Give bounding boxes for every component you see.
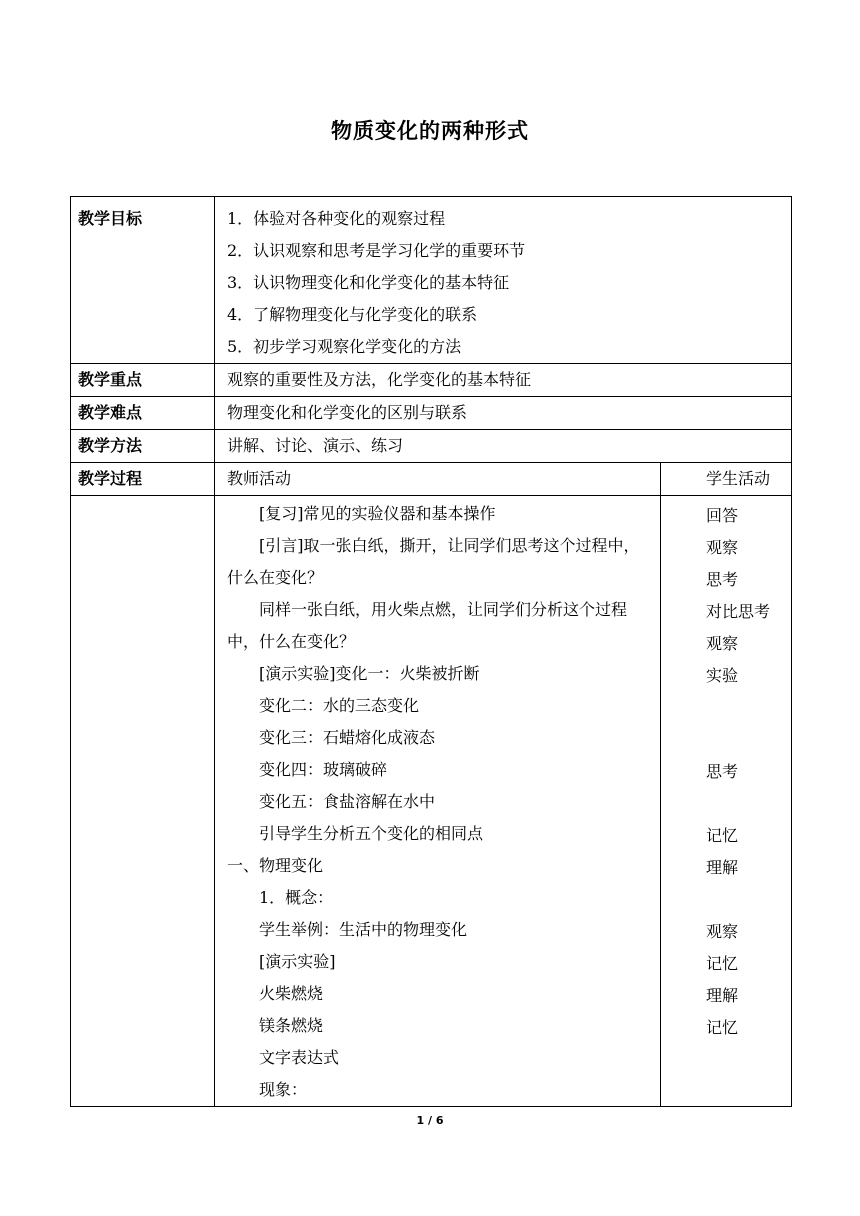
objective-item: 2．认识观察和思考是学习化学的重要环节 (227, 241, 526, 260)
student-line: 观察 (706, 634, 739, 653)
teacher-line: 一、物理变化 (227, 856, 324, 875)
process-label: 教学过程 (71, 463, 215, 496)
objectives-label: 教学目标 (71, 197, 215, 364)
student-activity-header: 学生活动 (661, 463, 792, 496)
teacher-line: 文字表达式 (259, 1048, 340, 1067)
teacher-line: 现象： (259, 1080, 308, 1099)
student-line: 理解 (706, 986, 739, 1005)
key-points-row (71, 364, 792, 397)
teacher-line: [演示实验]变化一：火柴被折断 (259, 664, 480, 683)
student-line: 实验 (706, 666, 739, 685)
lesson-plan-table (70, 196, 792, 1107)
teacher-line: [引言]取一张白纸，撕开，让同学们思考这个过程中， (259, 536, 640, 555)
teacher-line: 引导学生分析五个变化的相同点 (259, 824, 484, 843)
student-line (706, 884, 791, 916)
student-activity-cell (661, 496, 792, 1107)
methods-value: 讲解、讨论、演示、练习 (215, 430, 792, 463)
teacher-line: 同样一张白纸，用火柴点燃，让同学们分析这个过程 (259, 600, 628, 619)
document-title: 物质变化的两种形式 (331, 119, 529, 143)
student-line (706, 788, 791, 820)
student-line: 记忆 (706, 954, 739, 973)
process-label-empty (71, 496, 215, 1107)
student-line: 观察 (706, 538, 739, 557)
student-line: 思考 (706, 570, 739, 589)
teacher-line: 镁条燃烧 (259, 1016, 324, 1035)
teacher-line: 1．概念： (259, 888, 334, 907)
objective-item: 1．体验对各种变化的观察过程 (227, 209, 446, 228)
objectives-content (215, 197, 792, 364)
student-line: 理解 (706, 858, 739, 877)
objective-item: 4．了解物理变化与化学变化的联系 (227, 305, 478, 324)
student-line (706, 724, 791, 756)
student-line: 回答 (706, 506, 739, 525)
methods-label: 教学方法 (71, 430, 215, 463)
objective-item: 5．初步学习观察化学变化的方法 (227, 337, 462, 356)
teacher-line: 变化五：食盐溶解在水中 (259, 792, 436, 811)
teacher-line: 中，什么在变化？ (227, 632, 356, 651)
difficulties-label: 教学难点 (71, 397, 215, 430)
difficulties-row (71, 397, 792, 430)
teacher-line: 什么在变化？ (227, 568, 324, 587)
methods-row (71, 430, 792, 463)
teacher-line: 变化二：水的三态变化 (259, 696, 420, 715)
process-body-row (71, 496, 792, 1107)
teacher-line: 变化三：石蜡熔化成液态 (259, 728, 436, 747)
key-points-value: 观察的重要性及方法，化学变化的基本特征 (215, 364, 792, 397)
teacher-line: [复习]常见的实验仪器和基本操作 (259, 504, 496, 523)
page-number: 1 / 6 (416, 1114, 444, 1127)
teacher-line: [演示实验] (259, 952, 336, 971)
student-line (706, 692, 791, 724)
teacher-line: 变化四：玻璃破碎 (259, 760, 388, 779)
teacher-line: 火柴燃烧 (259, 984, 324, 1003)
key-points-label: 教学重点 (71, 364, 215, 397)
difficulties-value: 物理变化和化学变化的区别与联系 (215, 397, 792, 430)
student-line: 记忆 (706, 826, 739, 845)
process-header-row (71, 463, 792, 496)
student-line: 记忆 (706, 1018, 739, 1037)
student-line: 思考 (706, 762, 739, 781)
objectives-row (71, 197, 792, 364)
student-line: 对比思考 (706, 602, 771, 621)
teacher-activity-header: 教师活动 (215, 463, 661, 496)
teacher-line: 学生举例：生活中的物理变化 (259, 920, 468, 939)
teacher-activity-cell (215, 496, 661, 1107)
student-line: 观察 (706, 922, 739, 941)
objective-item: 3．认识物理变化和化学变化的基本特征 (227, 273, 510, 292)
